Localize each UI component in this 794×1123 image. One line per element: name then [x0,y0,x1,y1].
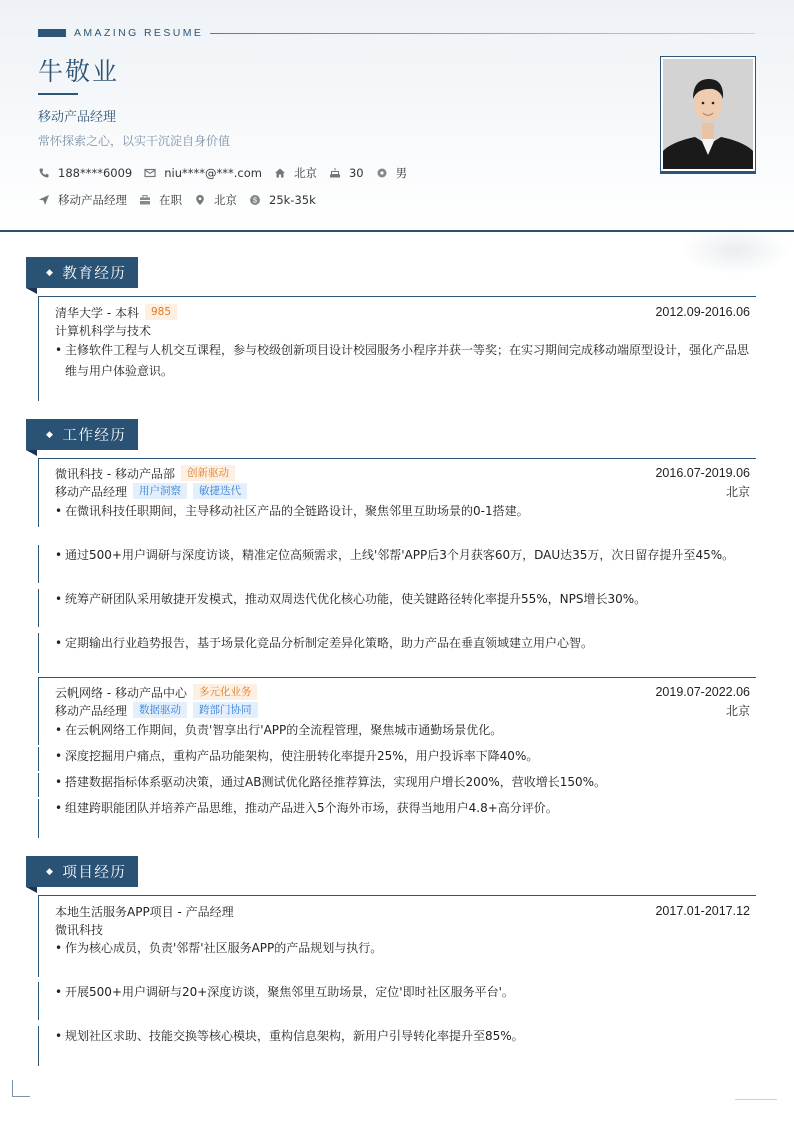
brand-line [210,33,755,34]
work-role: 移动产品经理 [55,484,128,499]
section-vertical-rule [38,747,39,771]
location-icon [194,194,206,206]
work-bullet: • 组建跨职能团队并培养产品思维，推动产品进入5个海外市场，获得当地用户4.8+高分评价。 [55,798,755,819]
work-bullet: • 在云帆网络工作期间，负责'智享出行'APP的全流程管理，聚焦城市通勤场景优化。 [55,720,755,741]
mail-icon [144,167,156,179]
skill-tag: 数据驱动 [133,702,187,718]
work-city: 北京 [725,484,750,499]
work-bullet: • 统筹产研团队采用敏捷开发模式，推动双周迭代优化核心功能，使关键路径转化率提升55%，NPS增长30%。 [55,589,755,610]
company-tag: 多元化业务 [193,684,258,700]
profile-photo [663,59,753,169]
briefcase-icon [139,194,151,206]
name-underline [38,93,78,95]
section-vertical-rule [38,545,39,583]
project-date: 2017.01-2017.12 [655,904,750,918]
work-bullet: • 在微讯科技任职期间，主导移动社区产品的全链路设计，聚焦邻里互助场景的0-1搭建。 [55,501,755,522]
section-vertical-rule [38,1026,39,1066]
brand-bar [38,29,66,37]
candidate-motto: 常怀探索之心，以实干沉淀自身价值 [38,134,231,148]
section-vertical-rule [38,458,39,527]
work-entry-1 [55,464,750,500]
phone-item [38,166,132,180]
section-project-title [26,856,138,887]
work-bullet: • 通过500+用户调研与深度访谈，精准定位高频需求，上线'邻帮'APP后3个月获客60万，DAU达35万，次日留存提升至45%。 [55,545,755,566]
section-vertical-rule [38,895,39,977]
section-vertical-rule [38,633,39,673]
section-divider [38,296,756,297]
work-role: 移动产品经理 [55,703,128,718]
work-bullet: • 搭建数据指标体系驱动决策，通过AB测试优化路径推荐算法，实现用户增长200%，营收增长150%。 [55,772,755,793]
project-bullet: • 作为核心成员，负责'邻帮'社区服务APP的产品规划与执行。 [55,938,755,959]
section-notch [26,450,37,456]
diamond-icon: ◆ [46,866,55,877]
project-bullet: • 开展500+用户调研与20+深度访谈，聚焦邻里互助场景，定位'即时社区服务平台'。 [55,982,755,1003]
home-icon [274,167,286,179]
school-name: 清华大学 - 本科 [55,305,139,320]
section-vertical-rule [38,589,39,627]
email-text: niu****@***.com [164,166,262,180]
section-work-label: 工作经历 [62,428,127,444]
salary-text: 25k-35k [269,193,316,207]
section-notch [26,887,37,893]
work-bullet: • 深度挖掘用户痛点，重构产品功能架构，使注册转化率提升25%，用户投诉率下降40%。 [55,746,755,767]
work-entry-2 [55,683,750,719]
education-date: 2012.09-2016.06 [655,305,750,319]
section-education-label: 教育经历 [62,266,127,282]
home-item [274,165,317,181]
salary-item [249,193,316,207]
project-company: 微讯科技 [55,922,104,937]
section-vertical-rule [38,773,39,797]
project-entry [55,902,750,938]
school-tag: 985 [145,304,177,320]
job-intent-row [38,192,328,208]
photo-bottom-bar [660,171,756,174]
work-date: 2019.07-2022.06 [655,685,750,699]
svg-text:$: $ [253,197,257,205]
gender-text: 男 [395,166,408,180]
diamond-icon: ◆ [46,267,55,278]
skill-tag: 用户洞察 [133,483,187,499]
entry-divider [38,677,756,678]
money-icon [249,194,261,206]
intent-city-item [194,192,237,208]
gender-item [376,165,408,181]
home-text: 北京 [293,166,317,180]
company-name: 云帆网络 - 移动产品中心 [55,685,187,700]
phone-icon [38,167,50,179]
work-city: 北京 [725,703,750,718]
section-vertical-rule [38,799,39,838]
skill-tag: 敏捷迭代 [193,483,247,499]
intent-position-text: 移动产品经理 [58,193,127,207]
education-bullet: • 主修软件工程与人机交互课程，参与校级创新项目设计校园服务小程序并获一等奖；在实习期间完成移动端原型设计，强化产品思维与用户体验意识。 [55,340,755,382]
section-work-title [26,419,138,450]
intent-city-text: 北京 [214,193,237,207]
company-name: 微讯科技 - 移动产品部 [55,466,175,481]
section-divider [38,895,756,896]
section-divider [38,458,756,459]
section-notch [26,288,37,294]
brand-text: AMAZING RESUME [74,27,204,39]
work-date: 2016.07-2019.06 [655,466,750,480]
status-text: 在职 [159,193,182,207]
header-shadow [680,225,790,275]
education-entry [55,303,750,339]
skill-tag: 跨部门协同 [193,702,258,718]
section-vertical-rule [38,296,39,401]
section-vertical-rule [38,677,39,745]
section-project-label: 项目经历 [62,865,127,881]
contact-row [38,165,419,181]
work-bullet: • 定期输出行业趋势报告，基于场景化竞品分析制定差异化策略，助力产品在垂直领域建立用户心智。 [55,633,755,654]
company-tag: 创新驱动 [181,465,235,481]
corner-decoration [735,1099,777,1100]
age-item [329,166,364,180]
corner-decoration [12,1080,30,1097]
intent-position-item [38,192,127,208]
phone-text: 188****6009 [58,166,133,180]
diamond-icon: ◆ [46,429,55,440]
cake-icon [329,167,341,179]
email-item [144,166,262,180]
major: 计算机科学与技术 [55,323,152,338]
section-vertical-rule [38,982,39,1020]
gender-icon [376,167,388,179]
section-education-title [26,257,138,288]
project-name: 本地生活服务APP项目 - 产品经理 [55,904,234,919]
candidate-title: 移动产品经理 [38,110,117,125]
status-item [139,192,182,208]
candidate-name: 牛敬业 [38,57,120,86]
send-icon [38,194,50,206]
project-bullet: • 规划社区求助、技能交换等核心模块，重构信息架构，新用户引导转化率提升至85%。 [55,1026,755,1047]
age-text: 30 [348,166,364,180]
